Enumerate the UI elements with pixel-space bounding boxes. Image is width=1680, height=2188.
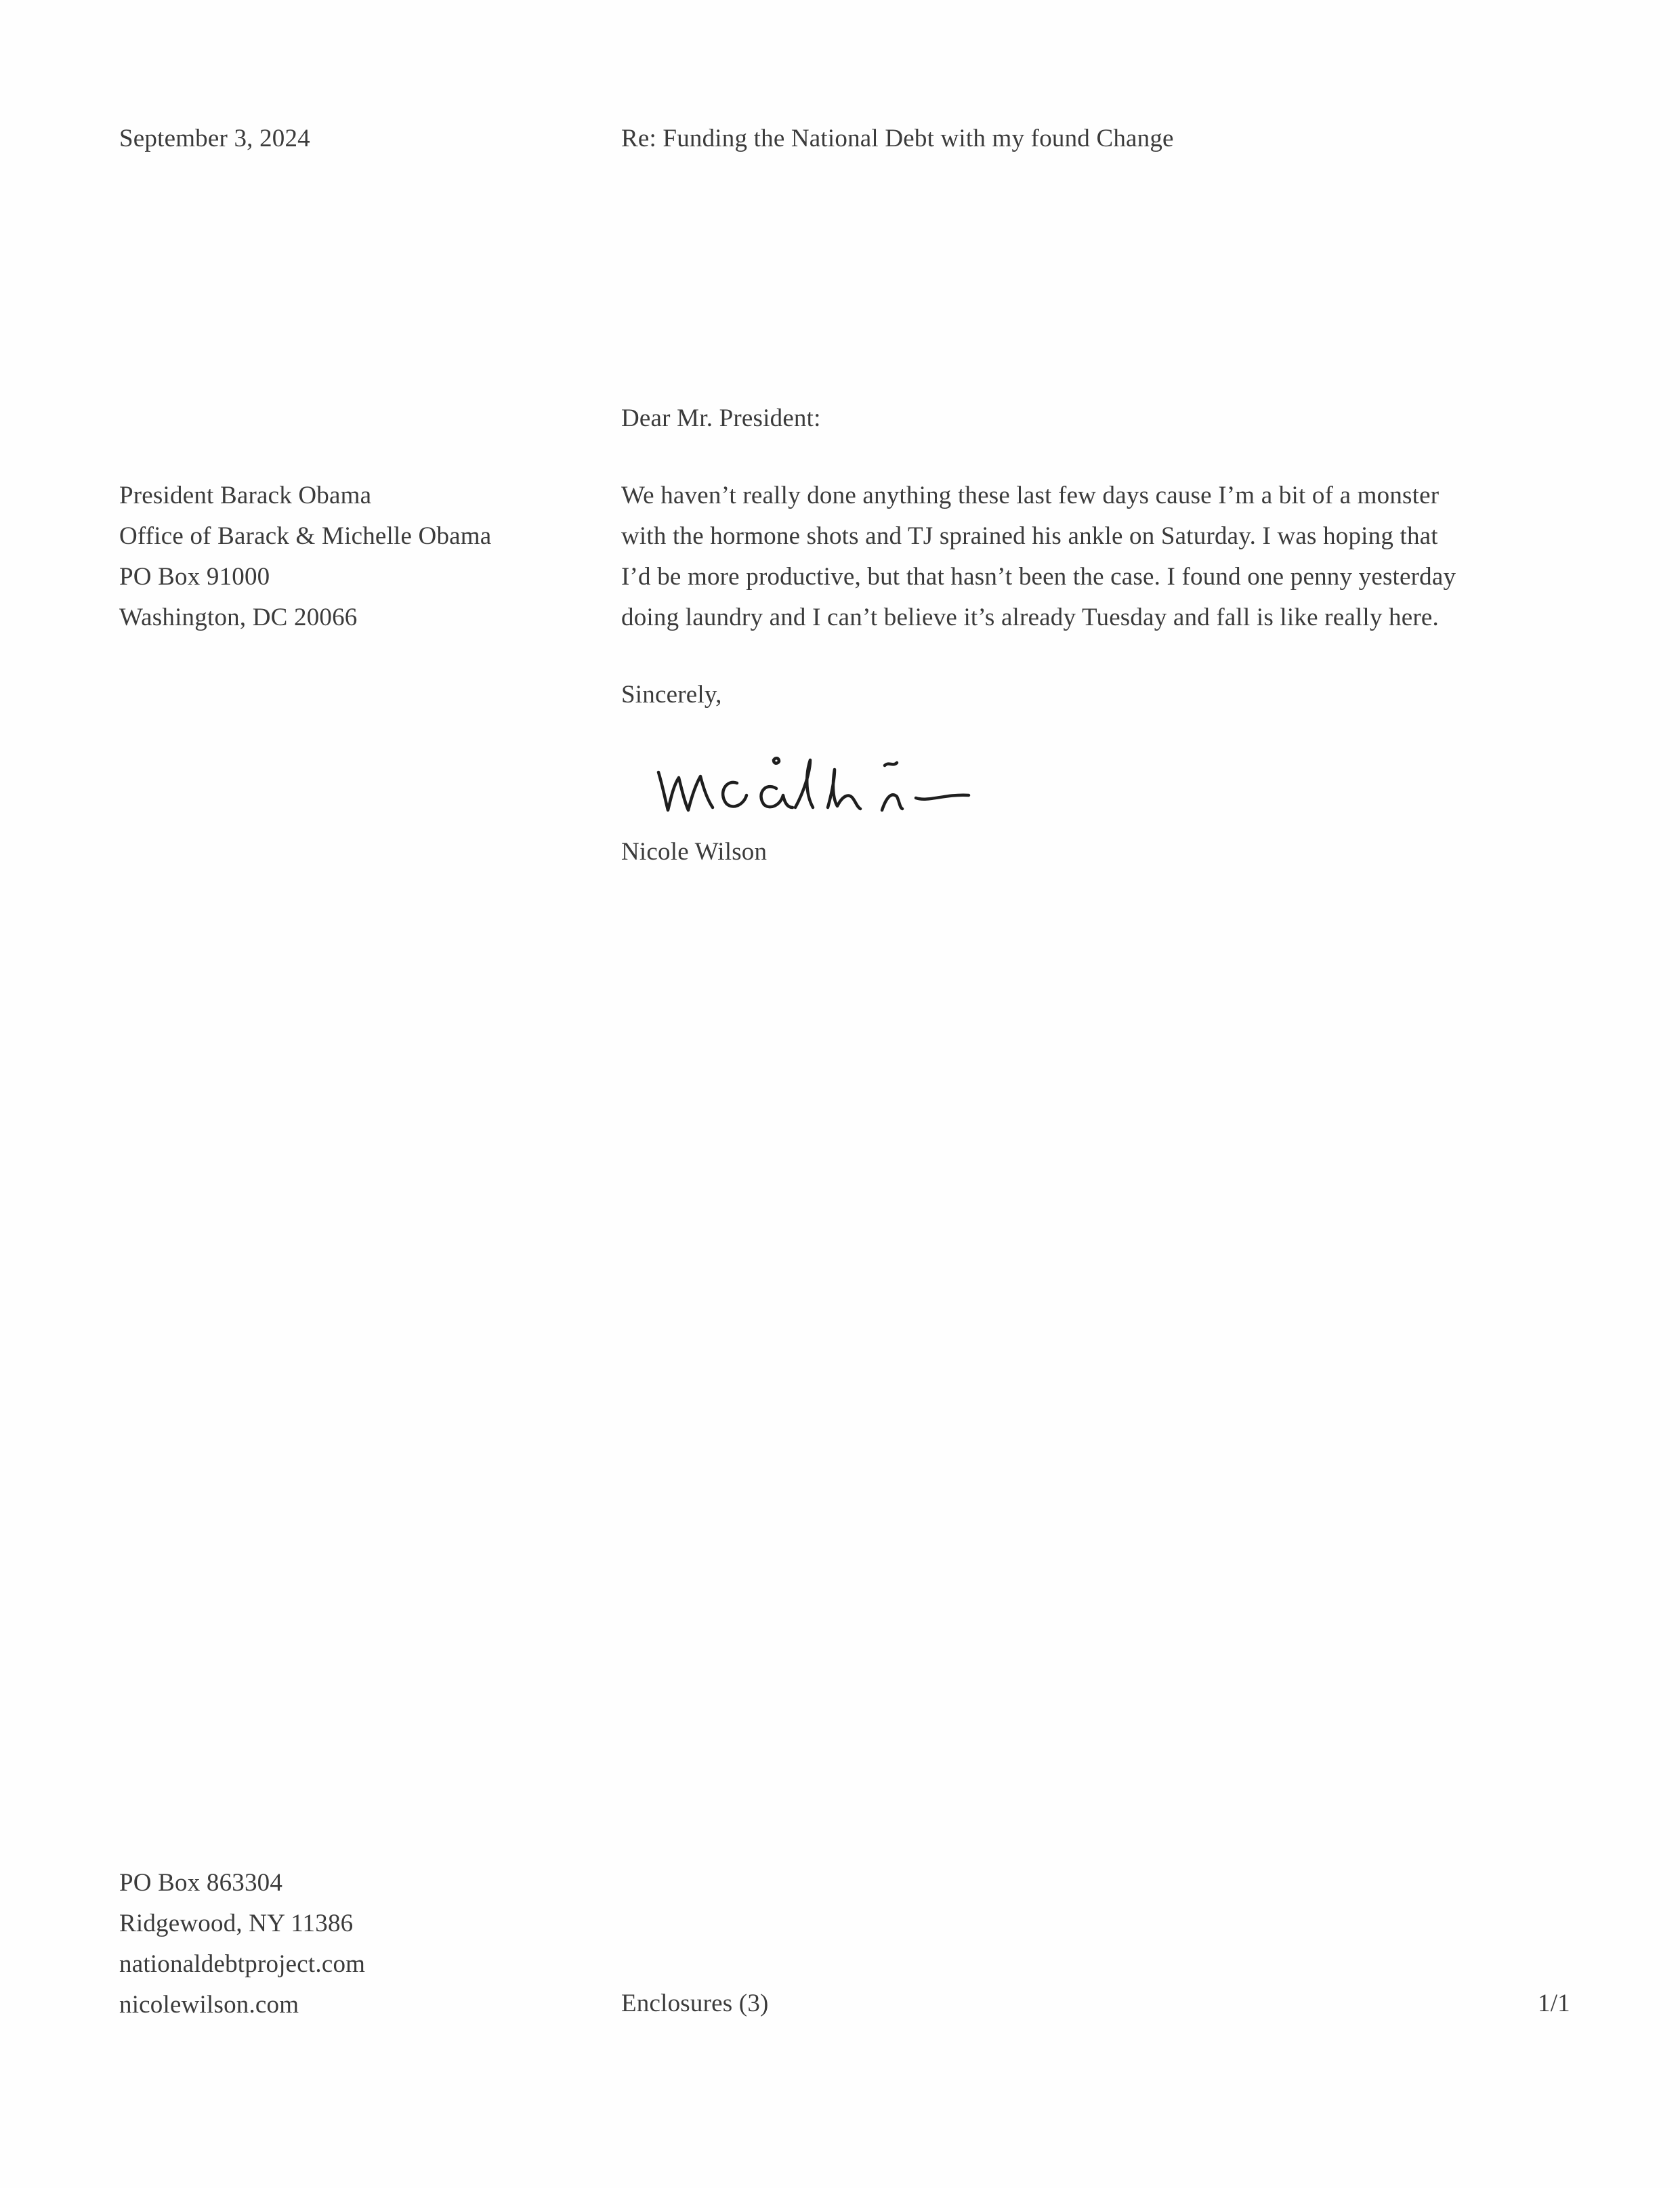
body-line: I’d be more productive, but that hasn’t been the case. I found one penny yesterday [621, 563, 1456, 591]
sender-po-box: PO Box 863304 [119, 1869, 283, 1897]
salutation: Dear Mr. President: [621, 404, 821, 432]
recipient-office: Office of Barack & Michelle Obama [119, 522, 492, 550]
body-line: doing laundry and I can’t believe it’s already Tuesday and fall is like really here. [621, 604, 1439, 631]
closing: Sincerely, [621, 681, 722, 709]
page-number: 1/1 [1538, 1990, 1570, 2017]
letter-date: September 3, 2024 [119, 125, 310, 152]
sender-city: Ridgewood, NY 11386 [119, 1910, 354, 1937]
recipient-city: Washington, DC 20066 [119, 604, 358, 631]
recipient-po-box: PO Box 91000 [119, 563, 270, 591]
enclosures-note: Enclosures (3) [621, 1990, 769, 2017]
sender-website: nicolewilson.com [119, 1991, 299, 2019]
letter-body [621, 476, 1456, 638]
handwritten-signature-icon [650, 745, 1003, 820]
body-line: We haven’t really done anything these last few days cause I’m a bit of a monster [621, 482, 1440, 509]
letter-subject: Re: Funding the National Debt with my found Change [621, 125, 1174, 152]
body-line: with the hormone shots and TJ sprained his ankle on Saturday. I was hoping that [621, 522, 1438, 550]
recipient-name: President Barack Obama [119, 482, 372, 509]
sender-address [119, 1863, 365, 2025]
sender-website: nationaldebtproject.com [119, 1950, 366, 1978]
signer-name: Nicole Wilson [621, 838, 768, 866]
recipient-address [119, 476, 491, 638]
